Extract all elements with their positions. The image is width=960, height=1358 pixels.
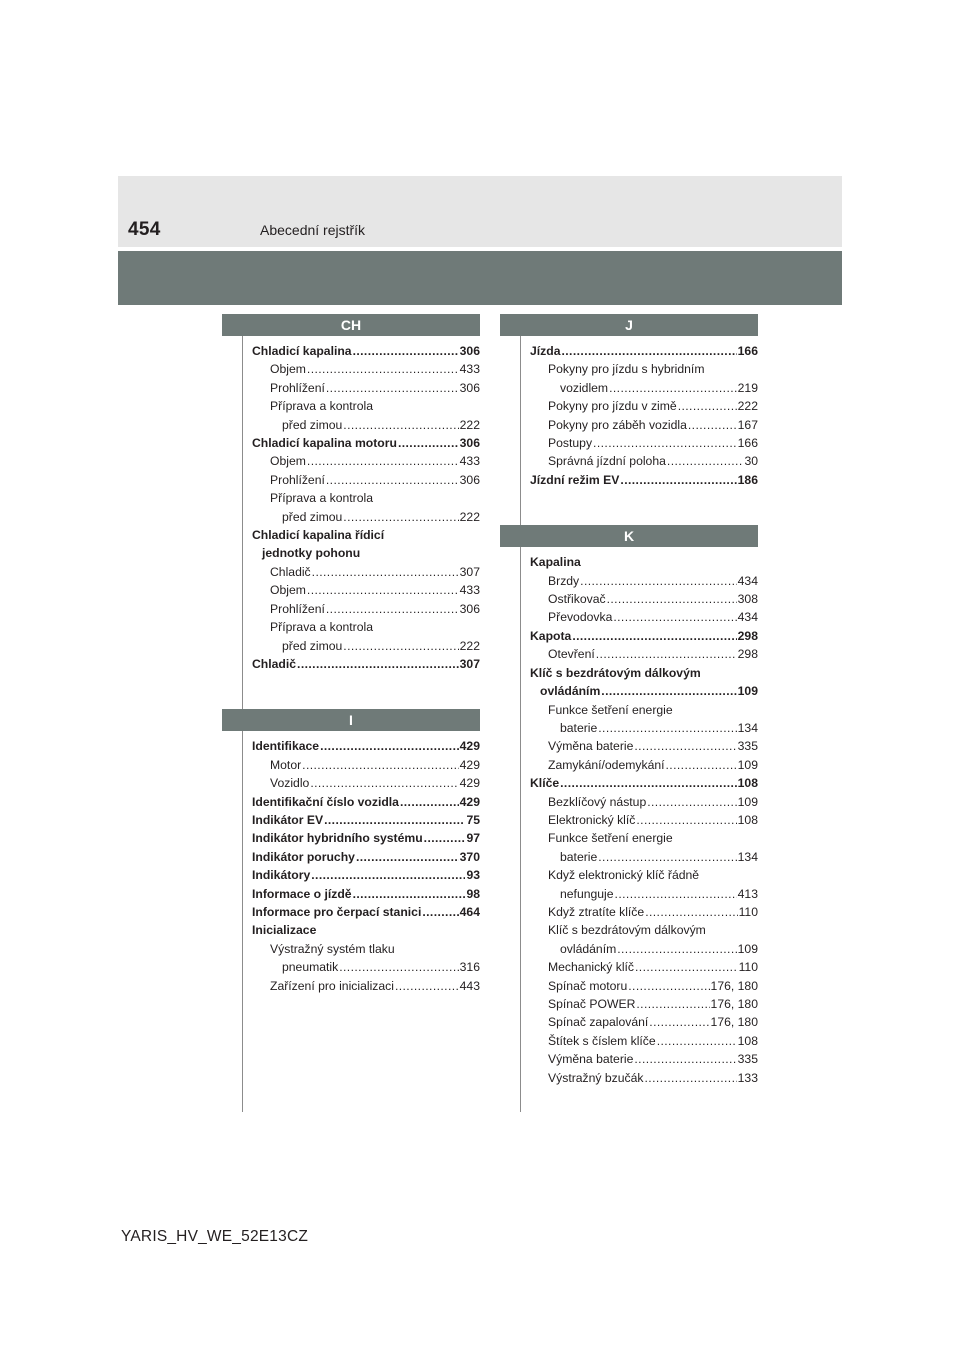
- index-entry-label: Mechanický klíč: [548, 960, 635, 975]
- index-entry: [530, 977, 758, 995]
- index-entry-page: 186: [737, 472, 758, 487]
- header-dark-band: [118, 251, 842, 305]
- leader-dots: [353, 342, 459, 360]
- index-entry-label: Klíče: [530, 776, 560, 791]
- index-entry-label: Výměna baterie: [548, 739, 634, 754]
- index-entry-label: Vozidlo: [270, 776, 310, 791]
- leader-dots: [667, 452, 744, 470]
- index-entry-page: 109: [737, 941, 758, 956]
- index-entry-page: 93: [466, 868, 480, 883]
- leader-dots: [598, 848, 736, 866]
- index-entry-page: 167: [737, 417, 758, 432]
- index-entry-label: Indikátor poruchy: [252, 849, 355, 864]
- leader-dots: [422, 903, 458, 921]
- section-gap: [530, 489, 758, 525]
- index-entry-label: před zimou: [282, 509, 343, 524]
- index-entry-page: 219: [737, 380, 758, 395]
- leader-dots: [593, 434, 737, 452]
- leader-dots: [635, 958, 738, 976]
- index-entry-page: 429: [459, 757, 480, 772]
- index-entry-page: 298: [737, 647, 758, 662]
- index-entry: [252, 756, 480, 774]
- index-entry-label: Indikátor hybridního systému: [252, 831, 423, 846]
- index-entry-label: pneumatik: [282, 960, 339, 975]
- index-entry-label: Bezklíčový nástup: [548, 794, 647, 809]
- index-entry-label: Brzdy: [548, 573, 580, 588]
- index-entry-label: Identifikace: [252, 739, 320, 754]
- index-entry-page: 429: [459, 739, 480, 754]
- index-entry: [252, 811, 480, 829]
- index-entry-page: 307: [459, 656, 480, 671]
- leader-dots: [326, 600, 459, 618]
- index-entry: [530, 471, 758, 489]
- index-entry: [530, 608, 758, 626]
- index-entry: [530, 553, 758, 571]
- index-entry-page: 110: [738, 904, 758, 919]
- index-entry-page: 176, 180: [710, 997, 758, 1011]
- index-entry-label: Jízdní režim EV: [530, 472, 620, 487]
- leader-dots: [560, 774, 737, 792]
- leader-dots: [613, 608, 736, 626]
- index-entry-page: 434: [737, 610, 758, 625]
- index-entry: [530, 627, 758, 645]
- leader-dots: [307, 581, 459, 599]
- index-entry: [530, 793, 758, 811]
- index-entry-label: nefunguje: [560, 886, 614, 901]
- index-entry-label: Informace o jízdě: [252, 886, 352, 901]
- index-entry: [252, 452, 480, 470]
- index-entry-list: [530, 342, 758, 489]
- index-entry: [252, 903, 480, 921]
- index-entry: [530, 572, 758, 590]
- index-entry: [530, 1050, 758, 1068]
- index-entry-label: Výstražný systém tlaku: [270, 941, 395, 956]
- index-entry: [252, 885, 480, 903]
- index-entry-page: 316: [459, 960, 480, 975]
- index-entry: [252, 581, 480, 599]
- leader-dots: [356, 848, 459, 866]
- index-letter-heading: J: [500, 314, 758, 336]
- index-entry-page: 306: [459, 344, 480, 358]
- leader-dots: [634, 737, 736, 755]
- index-entry: [252, 774, 480, 792]
- index-entry-label: Funkce šetření energie: [548, 702, 673, 717]
- right-column-rule: [520, 336, 521, 1112]
- index-entry-page: 222: [459, 638, 480, 653]
- index-entry-page: 222: [459, 509, 480, 524]
- index-entry: [252, 848, 480, 866]
- leader-dots: [353, 885, 466, 903]
- index-entry: [530, 1013, 758, 1031]
- leader-dots: [343, 508, 458, 526]
- index-entry-label: Převodovka: [548, 610, 613, 625]
- index-entry: [530, 737, 758, 755]
- leader-dots: [395, 977, 459, 995]
- leader-dots: [617, 940, 736, 958]
- index-entry-page: 429: [459, 776, 480, 791]
- leader-dots: [647, 793, 736, 811]
- index-entry: [252, 563, 480, 581]
- index-entry-label: Prohlížení: [270, 380, 325, 395]
- index-entry-label: Elektronický klíč: [548, 812, 636, 827]
- leader-dots: [634, 1050, 736, 1068]
- index-entry: [530, 885, 758, 903]
- leader-dots: [596, 645, 737, 663]
- index-entry: [252, 416, 480, 434]
- index-entry: [252, 600, 480, 618]
- index-entry: [252, 637, 480, 655]
- index-entry: [252, 434, 480, 452]
- index-entry: [530, 590, 758, 608]
- index-entry-list: [252, 737, 480, 995]
- leader-dots: [572, 627, 736, 645]
- index-entry: [530, 866, 758, 884]
- index-entry-list: [530, 553, 758, 1087]
- index-entry-page: 30: [744, 454, 758, 469]
- page-number: 454: [128, 219, 161, 240]
- index-entry: [530, 645, 758, 663]
- leader-dots: [615, 885, 737, 903]
- index-entry-label: Pokyny pro záběh vozidla: [548, 417, 687, 432]
- index-entry: [530, 452, 758, 470]
- index-entry-page: 433: [459, 583, 480, 598]
- index-entry-page: 109: [737, 757, 758, 772]
- leader-dots: [666, 756, 737, 774]
- index-entry-label: Chladicí kapalina: [252, 344, 352, 358]
- right-index-column: [530, 314, 758, 1087]
- index-entry: [252, 379, 480, 397]
- index-entry-label: Prohlížení: [270, 601, 325, 616]
- index-entry: [530, 921, 758, 939]
- index-entry: [530, 416, 758, 434]
- index-entry-page: 176, 180: [710, 1015, 758, 1030]
- index-entry: [530, 1032, 758, 1050]
- leader-dots: [324, 811, 465, 829]
- index-entry-label: Klíč s bezdrátovým dálkovým: [530, 665, 701, 680]
- index-entry: [530, 811, 758, 829]
- index-entry-page: 306: [459, 601, 480, 616]
- header-top-band: [118, 176, 842, 247]
- index-entry-label: Indikátor EV: [252, 812, 324, 827]
- index-entry-page: 335: [737, 739, 758, 754]
- index-entry: [252, 977, 480, 995]
- section-title: Abecední rejstřík: [260, 222, 366, 238]
- index-entry-label: Kapalina: [530, 555, 581, 570]
- index-entry-label: Pokyny pro jízdu v zimě: [548, 399, 677, 414]
- index-entry-label: Spínač zapalování: [548, 1015, 649, 1030]
- leader-dots: [307, 360, 459, 378]
- index-entry-page: 110: [738, 960, 758, 975]
- index-entry-label: Správná jízdní poloha: [548, 454, 666, 469]
- index-entry-page: 434: [737, 573, 758, 588]
- index-entry-page: 176, 180: [710, 978, 758, 993]
- leader-dots: [310, 774, 458, 792]
- index-entry: [252, 544, 480, 562]
- index-entry-label: vozidlem: [560, 380, 609, 395]
- leader-dots: [688, 416, 737, 434]
- index-entry-list: [252, 342, 480, 673]
- index-entry: [530, 1069, 758, 1087]
- leader-dots: [400, 793, 459, 811]
- index-entry-label: Zamykání/odemykání: [548, 757, 665, 772]
- leader-dots: [343, 416, 458, 434]
- section-gap: [252, 673, 480, 709]
- index-entry: [252, 342, 480, 360]
- leader-dots: [302, 756, 459, 774]
- index-entry-label: Motor: [270, 757, 302, 772]
- index-entry-page: 298: [737, 628, 758, 643]
- index-entry: [530, 379, 758, 397]
- index-entry-page: 133: [737, 1070, 758, 1085]
- index-entry: [530, 903, 758, 921]
- index-entry: [252, 829, 480, 847]
- index-entry-page: 443: [459, 978, 480, 993]
- index-entry: [530, 682, 758, 700]
- index-entry-label: Štítek s číslem klíče: [548, 1033, 656, 1048]
- index-entry-label: Objem: [270, 583, 306, 598]
- index-entry-page: 306: [459, 436, 480, 451]
- index-entry-page: 109: [737, 794, 758, 809]
- index-entry-label: Příprava a kontrola: [270, 491, 373, 506]
- leader-dots: [620, 471, 736, 489]
- index-entry-label: baterie: [560, 720, 598, 735]
- index-entry: [252, 471, 480, 489]
- index-entry-page: 134: [737, 720, 758, 735]
- index-entry-page: 75: [466, 812, 480, 827]
- index-entry-label: Objem: [270, 362, 306, 377]
- index-entry-page: 222: [459, 417, 480, 432]
- index-entry: [530, 940, 758, 958]
- index-entry-page: 134: [737, 849, 758, 864]
- index-letter-heading: CH: [222, 314, 480, 336]
- leader-dots: [398, 434, 459, 452]
- index-entry: [530, 664, 758, 682]
- index-letter-heading: K: [500, 525, 758, 547]
- index-entry: [252, 489, 480, 507]
- index-letter-heading: I: [222, 709, 480, 731]
- index-entry: [252, 793, 480, 811]
- index-entry: [530, 719, 758, 737]
- index-entry-label: Chladič: [252, 656, 297, 671]
- index-entry: [530, 958, 758, 976]
- index-entry: [530, 397, 758, 415]
- leader-dots: [609, 379, 737, 397]
- index-entry-label: Informace pro čerpací stanici: [252, 904, 422, 919]
- index-entry-label: Příprava a kontrola: [270, 620, 373, 635]
- index-entry-label: Pokyny pro jízdu s hybridním: [548, 362, 705, 377]
- index-entry: [530, 360, 758, 378]
- index-entry-label: Klíč s bezdrátovým dálkovým: [548, 923, 706, 938]
- index-entry-page: 306: [459, 472, 480, 487]
- index-entry: [252, 397, 480, 415]
- index-entry: [252, 737, 480, 755]
- index-entry-label: ovládáním: [560, 941, 617, 956]
- index-entry-label: Spínač motoru: [548, 978, 628, 993]
- index-entry-label: Kapota: [530, 628, 572, 643]
- index-entry: [530, 756, 758, 774]
- leader-dots: [311, 866, 465, 884]
- index-entry: [530, 848, 758, 866]
- index-entry-label: Identifikační číslo vozidla: [252, 794, 399, 809]
- index-entry-label: Postupy: [548, 436, 593, 451]
- index-entry-label: baterie: [560, 849, 598, 864]
- left-index-column: [252, 314, 480, 995]
- index-entry: [252, 526, 480, 544]
- index-entry: [530, 829, 758, 847]
- index-entry-label: Chladič: [270, 564, 311, 579]
- index-entry-page: 108: [737, 1033, 758, 1048]
- leader-dots: [598, 719, 736, 737]
- index-entry-label: Jízda: [530, 344, 561, 358]
- index-entry-label: Objem: [270, 454, 306, 469]
- index-entry-label: jednotky pohonu: [262, 546, 361, 561]
- index-entry: [252, 618, 480, 636]
- index-entry-page: 429: [459, 794, 480, 809]
- leader-dots: [645, 903, 737, 921]
- index-entry-label: Prohlížení: [270, 472, 325, 487]
- index-entry-label: Zařízení pro inicializaci: [270, 978, 394, 993]
- leader-dots: [326, 379, 459, 397]
- index-entry: [530, 434, 758, 452]
- index-entry-label: Funkce šetření energie: [548, 831, 673, 846]
- index-entry-label: Když elektronický klíč řádně: [548, 868, 700, 883]
- leader-dots: [636, 811, 736, 829]
- index-entry-page: 308: [737, 592, 758, 607]
- index-entry-label: ovládáním: [540, 684, 601, 699]
- index-entry: [252, 508, 480, 526]
- index-entry: [530, 342, 758, 360]
- index-entry: [252, 921, 480, 939]
- index-entry-label: před zimou: [282, 417, 343, 432]
- index-entry-page: 166: [737, 436, 758, 451]
- leader-dots: [297, 655, 459, 673]
- leader-dots: [312, 563, 459, 581]
- index-entry: [252, 360, 480, 378]
- leader-dots: [307, 452, 459, 470]
- index-entry-page: 108: [737, 776, 758, 791]
- index-entry-page: 413: [737, 886, 758, 901]
- index-entry-page: 97: [466, 831, 480, 846]
- index-entry-label: Inicializace: [252, 923, 317, 938]
- index-entry-page: 109: [737, 684, 758, 699]
- leader-dots: [320, 737, 459, 755]
- index-entry-label: Chladicí kapalina řídicí: [252, 528, 385, 543]
- index-entry-label: Ostřikovač: [548, 592, 606, 607]
- index-entry-label: Chladicí kapalina motoru: [252, 436, 397, 451]
- index-entry: [530, 774, 758, 792]
- index-entry-page: 306: [459, 380, 480, 395]
- index-entry-page: 370: [459, 849, 480, 864]
- leader-dots: [628, 977, 709, 995]
- leader-dots: [561, 342, 736, 360]
- index-entry: [252, 866, 480, 884]
- index-entry-label: Příprava a kontrola: [270, 399, 373, 414]
- index-entry-label: Výměna baterie: [548, 1052, 634, 1067]
- index-entry-page: 98: [466, 886, 480, 901]
- index-entry-label: Spínač POWER: [548, 997, 636, 1011]
- index-entry-label: Výstražný bzučák: [548, 1070, 644, 1085]
- index-entry: [252, 940, 480, 958]
- index-entry-page: 108: [737, 812, 758, 827]
- document-code: YARIS_HV_WE_52E13CZ: [121, 1228, 309, 1245]
- leader-dots: [601, 682, 736, 700]
- leader-dots: [607, 590, 737, 608]
- index-entry-page: 307: [459, 564, 480, 579]
- index-entry-page: 335: [737, 1052, 758, 1067]
- index-entry-label: před zimou: [282, 638, 343, 653]
- leader-dots: [645, 1069, 737, 1087]
- index-entry-label: Otevření: [548, 647, 595, 662]
- leader-dots: [636, 995, 709, 1013]
- leader-dots: [657, 1032, 737, 1050]
- index-entry-page: 433: [459, 454, 480, 469]
- leader-dots: [339, 958, 458, 976]
- index-entry: [252, 655, 480, 673]
- leader-dots: [343, 637, 458, 655]
- index-entry-page: 166: [737, 344, 758, 358]
- index-entry-label: Indikátory: [252, 868, 311, 883]
- leader-dots: [678, 397, 737, 415]
- index-entry-page: 464: [459, 904, 480, 919]
- index-entry: [252, 958, 480, 976]
- leader-dots: [424, 829, 466, 847]
- index-entry: [530, 995, 758, 1013]
- index-entry-label: Když ztratíte klíče: [548, 904, 645, 919]
- index-entry-page: 433: [459, 362, 480, 377]
- leader-dots: [326, 471, 459, 489]
- index-entry-page: 222: [737, 399, 758, 414]
- leader-dots: [649, 1013, 709, 1031]
- leader-dots: [580, 572, 737, 590]
- index-entry: [530, 701, 758, 719]
